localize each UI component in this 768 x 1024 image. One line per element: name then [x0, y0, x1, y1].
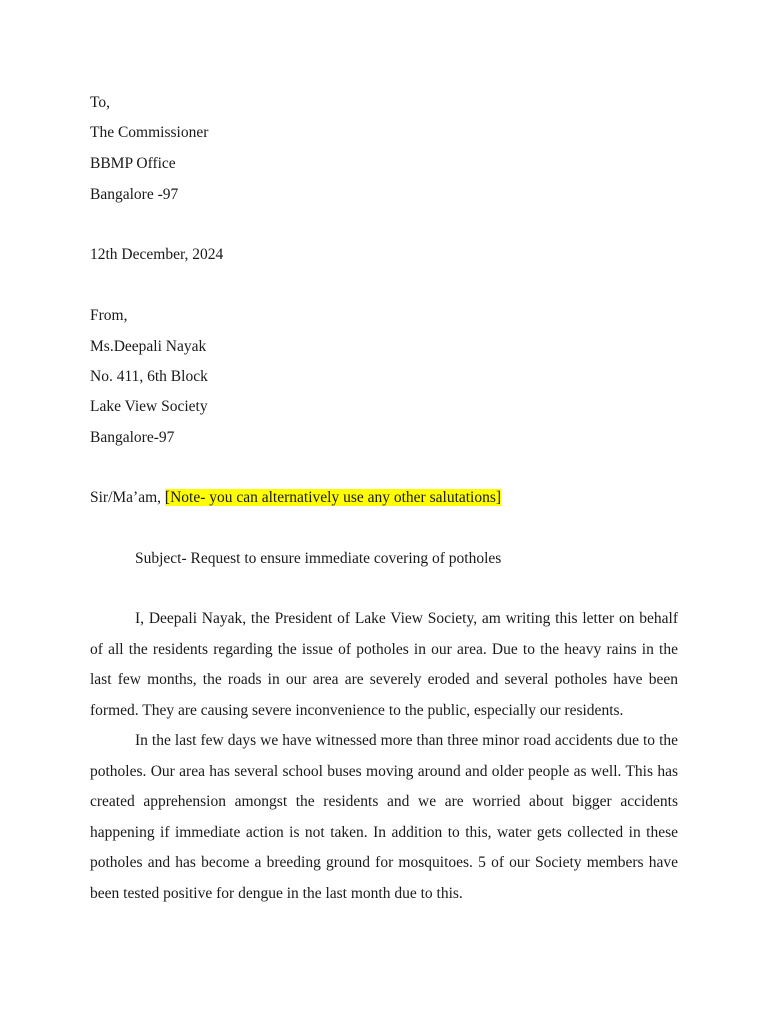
body-paragraph-1-text: I, Deepali Nayak, the President of Lake View Society, am writing this letter on behalf of all the residents regarding the issue of potholes in our area. Due to the heavy rains in the last few months, the roads in our area are severely eroded and several potholes have been formed. They are causing severe inconvenience to the public, especially our residents. [90, 610, 678, 719]
body-paragraph-1 [90, 604, 678, 726]
salutation-note-highlight: [Note- you can alternatively use any other salutations] [164, 489, 502, 506]
letter-date: 12th December, 2024 [90, 246, 224, 263]
body-paragraph-2-text: In the last few days we have witnessed more than three minor road accidents due to the potholes. Our area has several school buses moving around and older people as well. This has created apprehension amongst the residents and we are worried about bigger accidents happening if immediate action is not taken. In addition to this, water gets collected in these potholes and has become a breeding ground for mosquitoes. 5 of our Society members have been tested positive for dengue in the last month due to this. [90, 732, 678, 902]
recipient-city: Bangalore -97 [90, 186, 179, 203]
recipient-office: BBMP Office [90, 155, 176, 172]
from-label: From, [90, 307, 128, 324]
subject-line: Subject- Request to ensure immediate covering of potholes [135, 550, 502, 567]
body-paragraph-2 [90, 726, 678, 909]
sender-address-line1: No. 411, 6th Block [90, 368, 208, 385]
recipient-title: The Commissioner [90, 124, 209, 141]
sender-name: Ms.Deepali Nayak [90, 338, 207, 355]
salutation: Sir/Ma’am, [90, 489, 162, 506]
sender-city: Bangalore-97 [90, 429, 175, 446]
sender-address-line2: Lake View Society [90, 398, 208, 415]
salutation-line [90, 489, 501, 507]
to-label: To, [90, 94, 111, 111]
